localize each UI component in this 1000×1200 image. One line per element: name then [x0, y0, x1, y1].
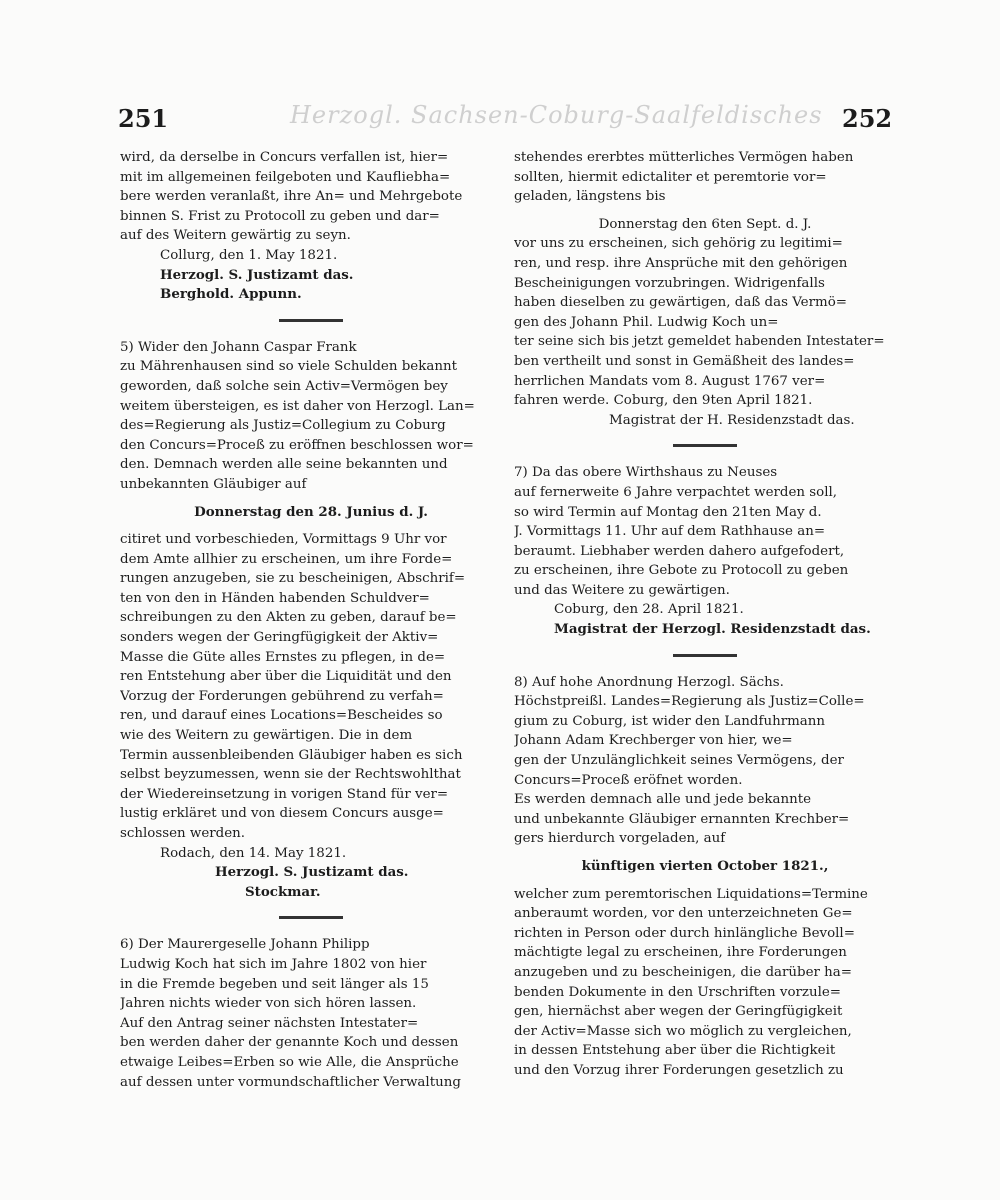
text-line: selbst beyzumessen, wenn sie der Rechtswohlthat: [120, 767, 461, 783]
text-line: ben werden daher der genannte Koch und dessen: [120, 1035, 459, 1051]
text-line: auf des Weitern gewärtig zu seyn.: [120, 228, 351, 244]
text-line: auf dessen unter vormundschaftlicher Verwaltung: [120, 1074, 461, 1090]
text-line: so wird Termin auf Montag den 21ten May d.: [514, 504, 822, 520]
text-line: citiret und vorbeschieden, Vormittags 9 Uhr vor: [120, 532, 447, 548]
text-line: beraumt. Liebhaber werden dahero aufgefodert,: [514, 543, 845, 559]
text-line: stehendes ererbtes mütterliches Vermögen haben: [514, 150, 854, 165]
notice-office: Herzogl. S. Justizamt das.: [160, 266, 354, 283]
notice-8-paragraph-cont: [514, 885, 896, 1081]
text-line: sollten, hiermit edictaliter et peremtorie vor=: [514, 169, 827, 185]
text-line: in die Fremde begeben und seit länger als 15: [120, 976, 429, 992]
notice-7-office: Magistrat der Herzogl. Residenzstadt das.: [554, 621, 871, 638]
text-line: Es werden demnach alle und jede bekannte: [514, 792, 812, 808]
text-line: Vorzug der Forderungen gebührend zu verfah=: [120, 688, 444, 704]
text-line: den. Demnach werden alle seine bekannten und: [120, 457, 448, 473]
text-line: herrlichen Mandats vom 8. August 1767 ver=: [514, 373, 826, 389]
notice-6-date: Donnerstag den 6ten Sept. d. J.: [598, 216, 812, 232]
continuation-paragraph: [120, 148, 502, 246]
notice-6-paragraph: [120, 935, 502, 1092]
text-line: der Wiedereinsetzung in vorigen Stand für ver=: [120, 786, 449, 802]
notice-5-paragraph-cont: [120, 530, 502, 844]
text-line: 5) Wider den Johann Caspar Frank: [120, 339, 357, 355]
text-line: und unbekannte Gläubiger ernannten Krechber=: [514, 811, 850, 827]
notice-8-date: künftigen vierten October 1821.,: [581, 858, 829, 874]
notice-7-place: Coburg, den 28. April 1821.: [554, 602, 744, 618]
notice-7-paragraph: [514, 463, 896, 600]
text-line: und das Weitere zu gewärtigen.: [514, 582, 730, 598]
text-line: Termin aussenbleibenden Gläubiger haben es sich: [120, 747, 463, 763]
notice-5-paragraph: [120, 338, 502, 495]
left-column: [120, 148, 502, 1092]
text-line: mächtigte legal zu erscheinen, ihre Forderungen: [514, 945, 847, 961]
separator-rule: [279, 319, 343, 322]
text-line: gen der Unzulänglichkeit seines Vermögens, der: [514, 753, 844, 769]
text-line: mit im allgemeinen feilgeboten und Kaufliebha=: [120, 169, 451, 185]
running-header-showthrough: Herzogl. Sachsen-Coburg-Saalfeldisches: [290, 101, 823, 129]
text-line: Masse die Güte alles Ernstes zu pflegen, in de=: [120, 649, 446, 665]
text-line: rungen anzugeben, sie zu bescheinigen, Abschrif=: [120, 571, 466, 587]
text-line: ben vertheilt und sonst in Gemäßheit des landes=: [514, 353, 855, 369]
text-line: bere werden veranlaßt, ihre An= und Mehrgebote: [120, 189, 463, 205]
text-line: Jahren nichts wieder von sich hören lassen.: [120, 996, 417, 1012]
text-line: 7) Da das obere Wirthshaus zu Neuses: [514, 465, 778, 481]
text-line: gers hierdurch vorgeladen, auf: [514, 831, 726, 847]
text-line: 6) Der Maurergeselle Johann Philipp: [120, 937, 370, 953]
notice-5-office: Herzogl. S. Justizamt das.: [215, 864, 409, 881]
text-line: lustig erkläret und von diesem Concurs ausge=: [120, 806, 444, 822]
text-line: der Activ=Masse sich wo möglich zu vergleichen,: [514, 1023, 852, 1039]
page-number-left: 251: [118, 104, 169, 133]
text-line: Johann Adam Krechberger von hier, we=: [514, 733, 793, 749]
text-line: anberaumt worden, vor den unterzeichneten Ge=: [514, 906, 853, 922]
text-line: schlossen werden.: [120, 826, 246, 841]
text-line: 8) Auf hohe Anordnung Herzogl. Sächs.: [514, 674, 784, 690]
text-line: zu Mährenhausen sind so viele Schulden bekannt: [120, 359, 457, 375]
text-line: geworden, daß solche sein Activ=Vermögen bey: [120, 378, 448, 394]
text-line: J. Vormittags 11. Uhr auf dem Rathhause an=: [514, 524, 826, 540]
text-line: fahren werde. Coburg, den 9ten April 1821.: [514, 393, 813, 409]
notice-signers: Berghold. Appunn.: [160, 286, 302, 303]
notice-6-paragraph-cont2: [514, 234, 896, 410]
text-line: vor uns zu erscheinen, sich gehörig zu legitimi=: [514, 236, 843, 252]
notice-date: Collurg, den 1. May 1821.: [160, 247, 338, 263]
text-line: schreibungen zu den Akten zu geben, darauf be=: [120, 610, 457, 626]
text-line: ren Entstehung aber über die Liquidität und den: [120, 669, 452, 685]
text-line: auf fernerweite 6 Jahre verpachtet werden soll,: [514, 484, 838, 500]
notice-5-signer: Stockmar.: [245, 883, 321, 900]
text-line: benden Dokumente in den Urschriften vorzule=: [514, 984, 842, 1000]
separator-rule: [673, 654, 737, 657]
text-line: Concurs=Proceß eröfnet worden.: [514, 772, 743, 788]
text-line: unbekannten Gläubiger auf: [120, 476, 307, 492]
text-line: gen, hiernächst aber wegen der Geringfügigkeit: [514, 1004, 843, 1020]
text-line: Ludwig Koch hat sich im Jahre 1802 von hier: [120, 956, 427, 972]
text-line: geladen, längstens bis: [514, 189, 666, 205]
text-line: den Concurs=Proceß zu eröffnen beschlossen wor=: [120, 437, 474, 453]
notice-5-place: Rodach, den 14. May 1821.: [160, 845, 347, 861]
text-line: ren, und resp. ihre Ansprüche mit den gehörigen: [514, 255, 848, 271]
right-column: [514, 148, 896, 1081]
text-line: Auf den Antrag seiner nächsten Intestater=: [120, 1015, 419, 1031]
text-line: dem Amte allhier zu erscheinen, um ihre Forde=: [120, 551, 453, 567]
text-line: ren, und darauf eines Locations=Bescheides so: [120, 708, 443, 724]
text-line: weitem übersteigen, es ist daher von Herzogl. Lan=: [120, 398, 475, 414]
text-line: gen des Johann Phil. Ludwig Koch un=: [514, 314, 779, 330]
separator-rule: [673, 444, 737, 447]
text-line: Bescheinigungen vorzubringen. Widrigenfalls: [514, 275, 825, 291]
text-line: sonders wegen der Geringfügigkeit der Aktiv=: [120, 630, 439, 646]
notice-8-paragraph: [514, 673, 896, 849]
notice-6-office: Magistrat der H. Residenzstadt das.: [609, 412, 855, 428]
text-line: gium zu Coburg, ist wider den Landfuhrmann: [514, 713, 826, 729]
text-line: welcher zum peremtorischen Liquidations=Termine: [514, 886, 868, 902]
text-line: richten in Person oder durch hinlängliche Bevoll=: [514, 925, 855, 941]
text-line: wie des Weitern zu gewärtigen. Die in dem: [120, 728, 413, 744]
text-line: in dessen Entstehung aber über die Richtigkeit: [514, 1043, 836, 1059]
separator-rule: [279, 916, 343, 919]
text-line: Höchstpreißl. Landes=Regierung als Justiz=Colle=: [514, 694, 865, 710]
text-line: ter seine sich bis jetzt gemeldet habenden Intestater=: [514, 334, 885, 350]
text-line: zu erscheinen, ihre Gebote zu Protocoll zu geben: [514, 563, 849, 579]
text-line: binnen S. Frist zu Protocoll zu geben und dar=: [120, 208, 440, 224]
text-line: ten von den in Händen habenden Schuldver=: [120, 590, 430, 606]
text-line: und den Vorzug ihrer Forderungen gesetzlich zu: [514, 1062, 844, 1078]
text-line: anzugeben und zu bescheinigen, die darüber ha=: [514, 964, 853, 980]
notice-6-paragraph-cont: [514, 148, 896, 207]
page-number-right: 252: [842, 104, 893, 133]
notice-5-date: Donnerstag den 28. Junius d. J.: [194, 503, 428, 520]
text-line: des=Regierung als Justiz=Collegium zu Coburg: [120, 418, 446, 434]
text-line: etwaige Leibes=Erben so wie Alle, die Ansprüche: [120, 1054, 459, 1070]
text-line: wird, da derselbe in Concurs verfallen ist, hier=: [120, 150, 449, 165]
text-line: haben dieselben zu gewärtigen, daß das Vermö=: [514, 295, 847, 311]
